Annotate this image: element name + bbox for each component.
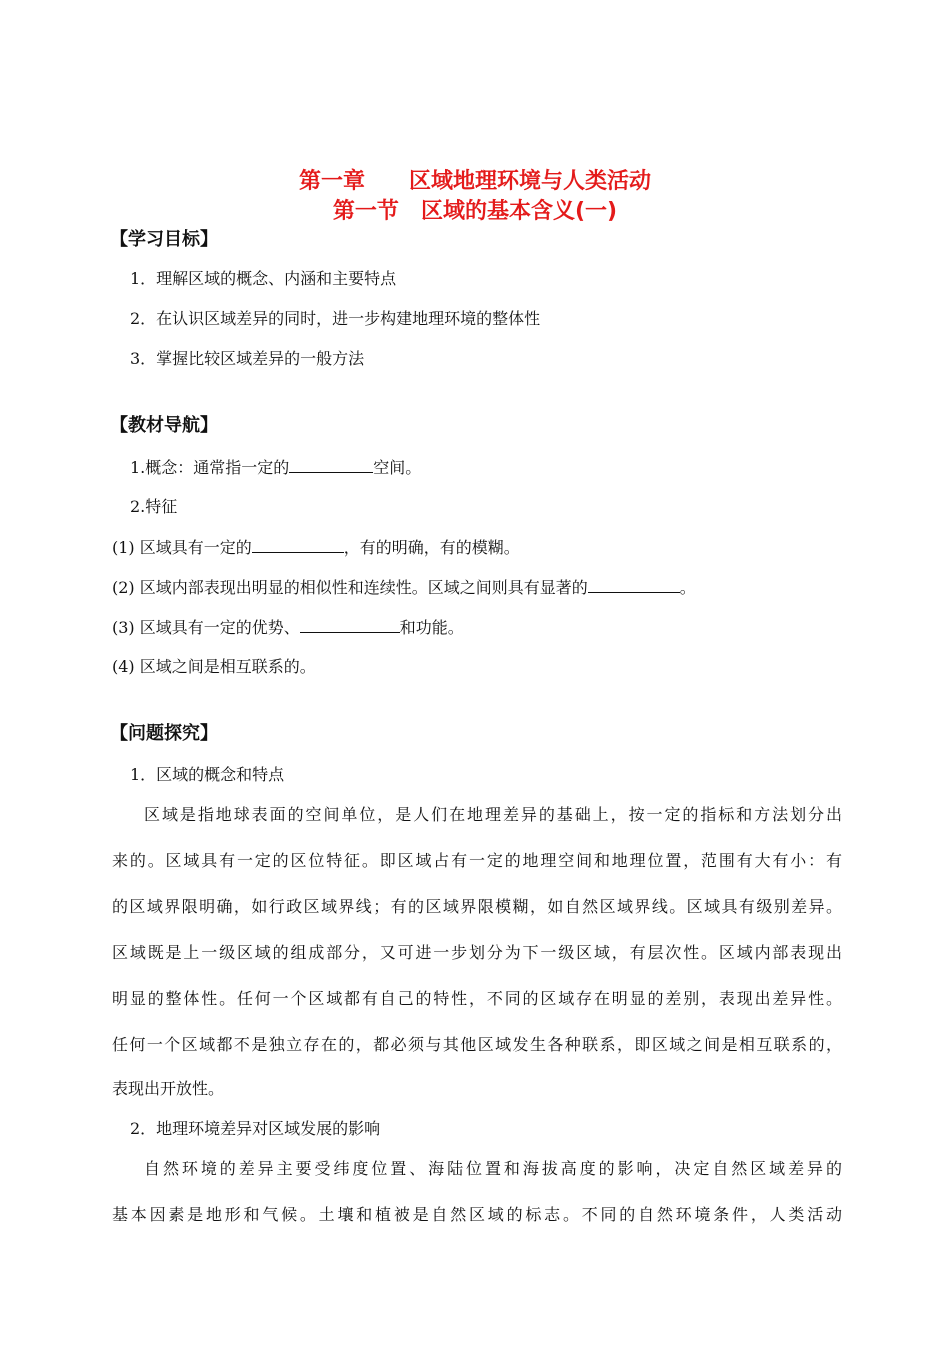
inquiry-heading: 【问题探究】 xyxy=(110,723,218,744)
features-label: 2.特征 xyxy=(130,497,178,516)
concept-blank[interactable] xyxy=(289,456,373,473)
feature-3-blank[interactable] xyxy=(300,616,400,633)
concept-suffix: 空间。 xyxy=(373,458,422,477)
objective-item: 2．在认识区域差异的同时，进一步构建地理环境的整体性 xyxy=(130,309,541,328)
feature-1-prefix: (1) 区域具有一定的 xyxy=(112,538,252,557)
objective-item: 1．理解区域的概念、内涵和主要特点 xyxy=(130,269,397,288)
paragraph-line: 表现出开放性。 xyxy=(112,1079,225,1098)
paragraph-line: 自然环境的差异主要受纬度位置、海陆位置和海拔高度的影响，决定自然区域差异的 xyxy=(144,1159,842,1178)
paragraph-line: 区域是指地球表面的空间单位，是人们在地理差异的基础上，按一定的指标和方法划分出 xyxy=(144,805,842,824)
question-1-title: 1．区域的概念和特点 xyxy=(130,765,285,784)
feature-2-prefix: (2) 区域内部表现出明显的相似性和连续性。区域之间则具有显著的 xyxy=(112,578,588,597)
section-number: 第一节 xyxy=(332,199,399,224)
chapter-title xyxy=(0,168,950,196)
feature-4: (4) 区域之间是相互联系的。 xyxy=(112,657,316,676)
feature-2-suffix: 。 xyxy=(679,578,696,597)
feature-1 xyxy=(112,536,520,559)
feature-1-blank[interactable] xyxy=(252,536,344,553)
objective-item: 3．掌握比较区域差异的一般方法 xyxy=(130,349,365,368)
chapter-number: 第一章 xyxy=(298,169,365,194)
paragraph-line: 基本因素是地形和气候。土壤和植被是自然区域的标志。不同的自然环境条件，人类活动 xyxy=(112,1205,842,1224)
feature-3 xyxy=(112,616,464,639)
guide-heading: 【教材导航】 xyxy=(110,415,218,436)
concept-prefix: 1.概念：通常指一定的 xyxy=(130,458,290,477)
concept-line xyxy=(130,456,421,479)
objectives-heading: 【学习目标】 xyxy=(110,229,218,250)
feature-3-prefix: (3) 区域具有一定的优势、 xyxy=(112,618,300,637)
paragraph-line: 任何一个区域都不是独立存在的，都必须与其他区域发生各种联系，即区域之间是相互联系的， xyxy=(112,1035,842,1054)
paragraph-line: 来的。区域具有一定的区位特征。即区域占有一定的地理空间和地理位置，范围有大有小：有 xyxy=(112,851,842,870)
feature-2-blank[interactable] xyxy=(588,576,680,593)
feature-1-suffix: ，有的明确，有的模糊。 xyxy=(343,538,520,557)
question-2-title: 2．地理环境差异对区域发展的影响 xyxy=(130,1119,381,1138)
feature-2 xyxy=(112,576,696,599)
section-title xyxy=(0,198,950,226)
chapter-name: 区域地理环境与人类活动 xyxy=(409,169,652,194)
paragraph-line: 明显的整体性。任何一个区域都有自己的特性，不同的区域存在明显的差别，表现出差异性。 xyxy=(112,989,842,1008)
section-name: 区域的基本含义(一) xyxy=(420,199,618,224)
feature-3-suffix: 和功能。 xyxy=(399,618,464,637)
paragraph-line: 区域既是上一级区域的组成部分，又可进一步划分为下一级区域，有层次性。区域内部表现出 xyxy=(112,943,842,962)
paragraph-line: 的区域界限明确，如行政区域界线；有的区域界限模糊，如自然区域界线。区域具有级别差异。 xyxy=(112,897,842,916)
